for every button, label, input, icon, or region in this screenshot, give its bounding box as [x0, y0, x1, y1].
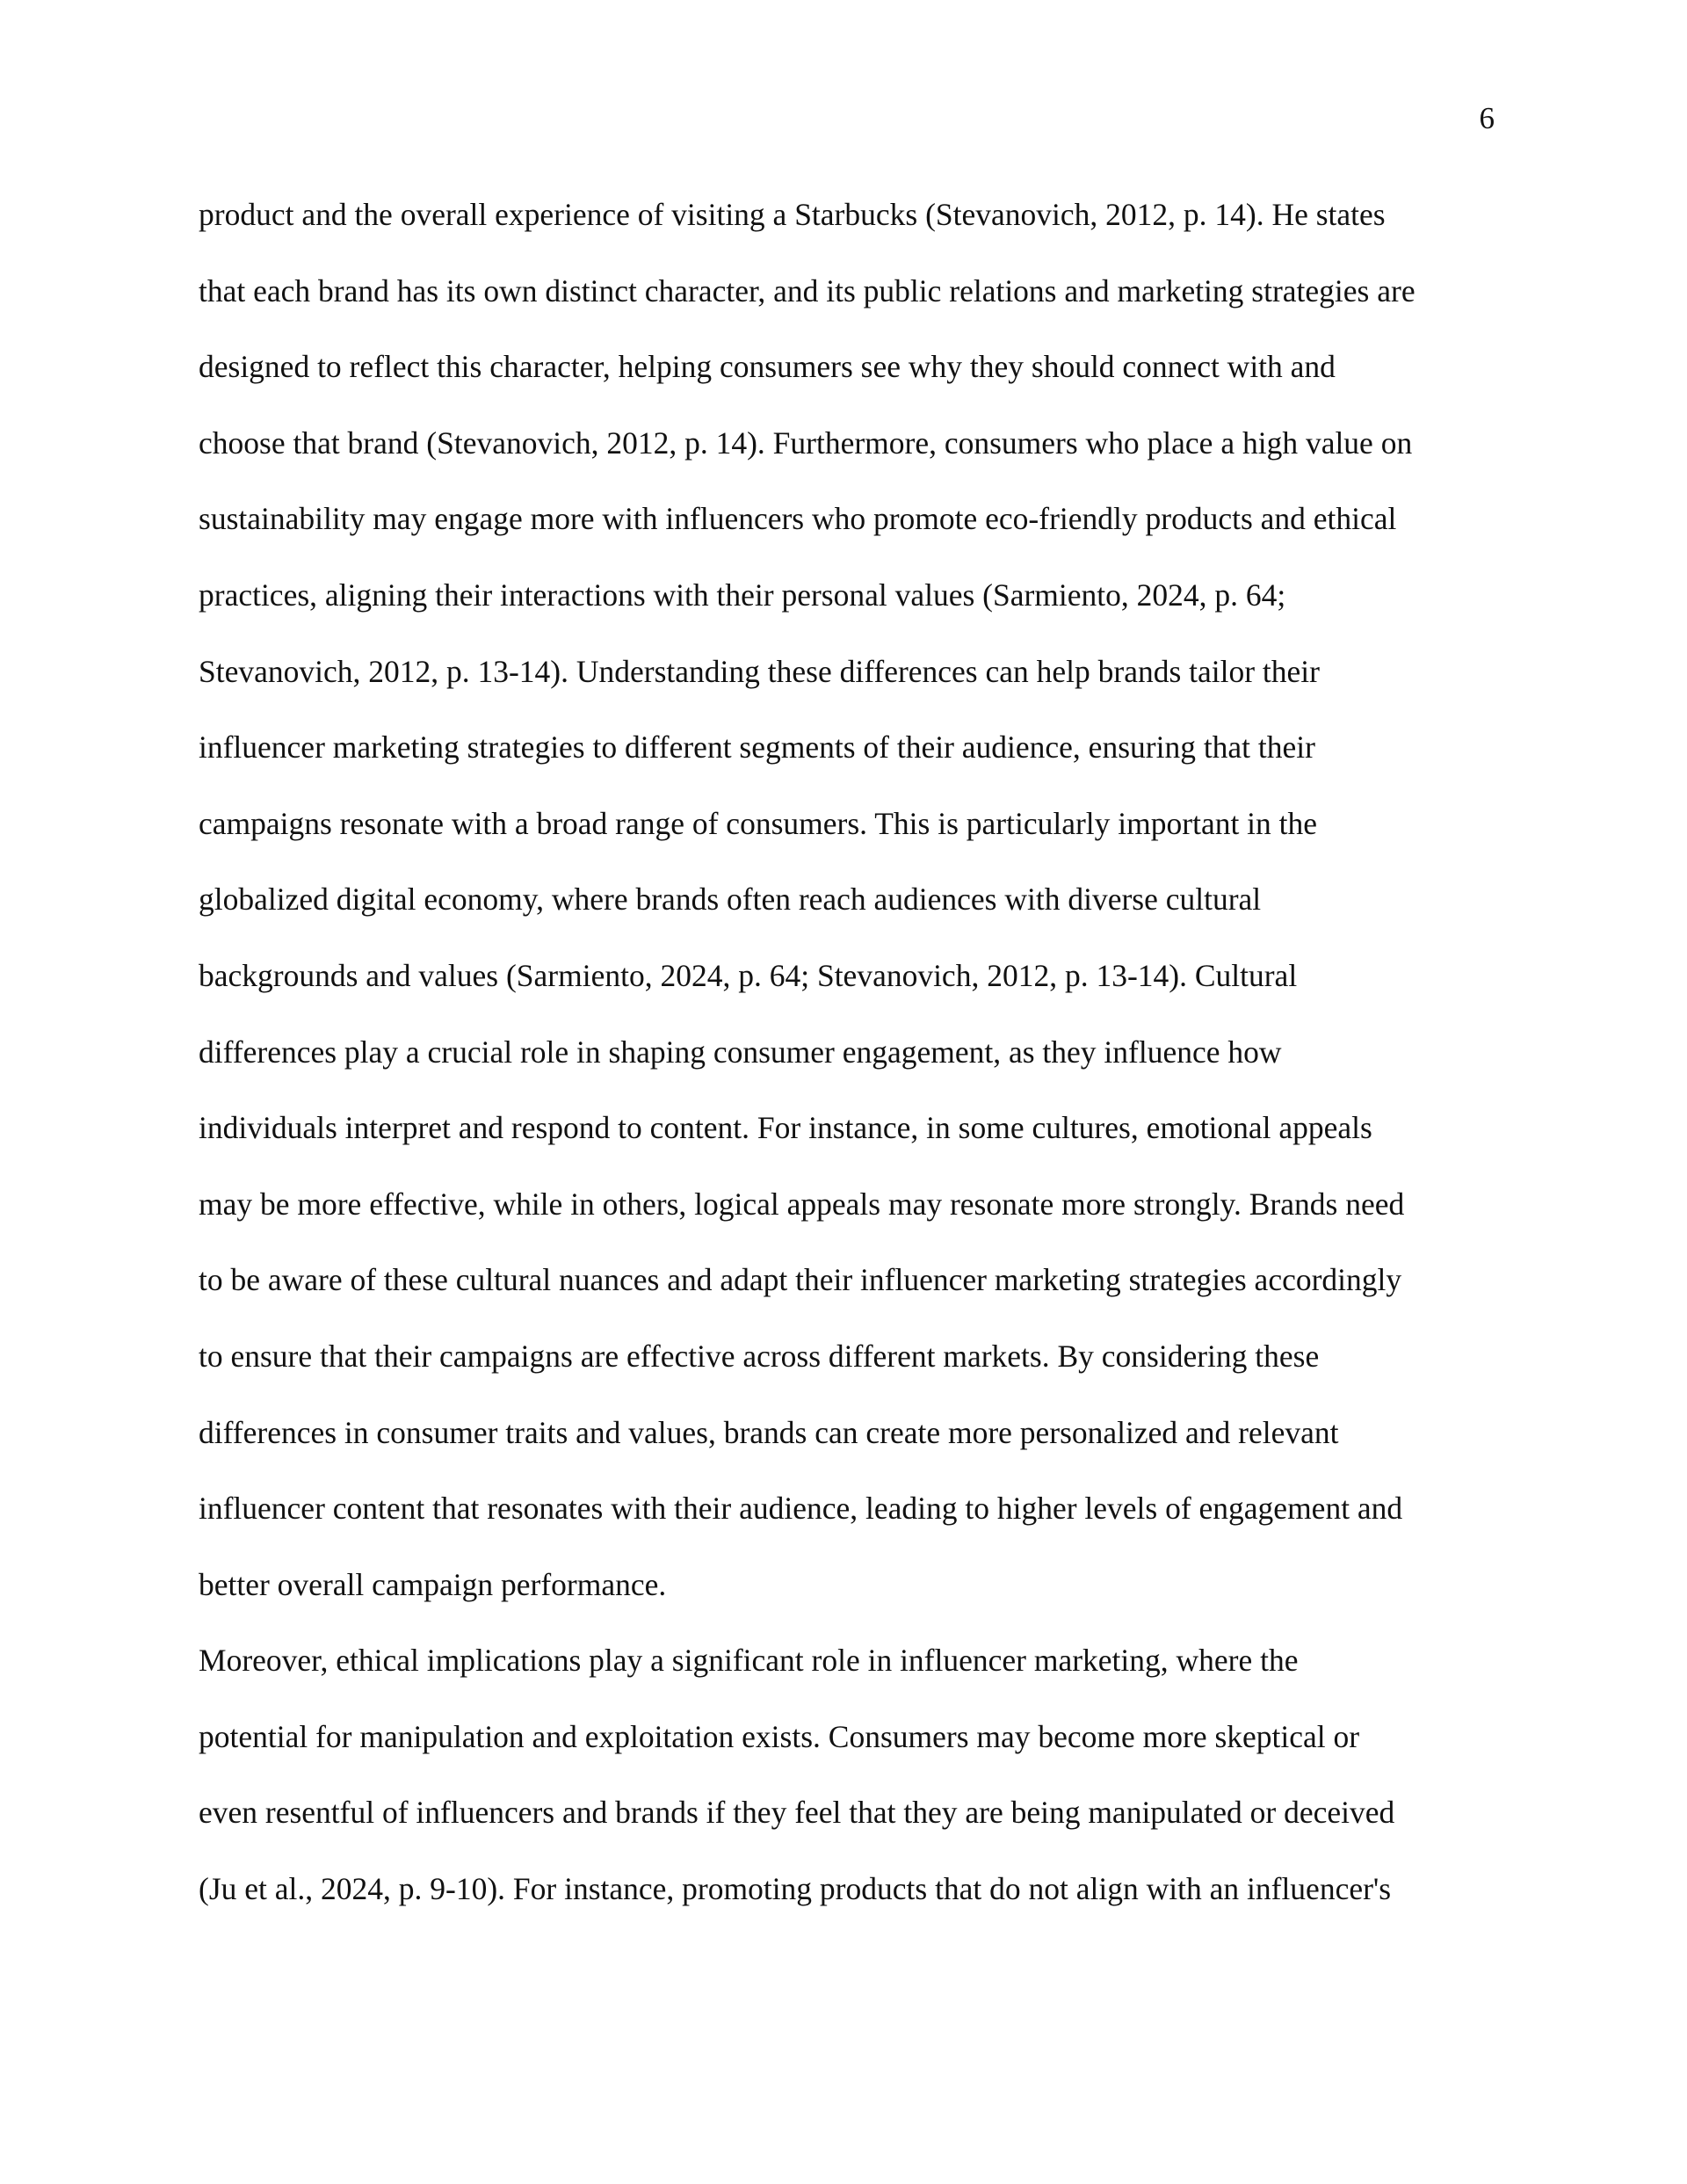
text-line: better overall campaign performance. — [199, 1566, 667, 1602]
text-line: globalized digital economy, where brands often reach audiences with diverse cultural — [199, 882, 1262, 918]
text-line: to ensure that their campaigns are effective across different markets. By considering these — [199, 1338, 1320, 1374]
text-line: may be more effective, while in others, logical appeals may resonate more strongly. Brands need — [199, 1186, 1405, 1222]
body-text — [199, 194, 1499, 1945]
text-line: influencer content that resonates with their audience, leading to higher levels of engagement and — [199, 1491, 1403, 1527]
text-line: (Ju et al., 2024, p. 9-10). For instance, promoting products that do not align with an influencer's — [199, 1871, 1392, 1907]
text-line: backgrounds and values (Sarmiento, 2024, p. 64; Stevanovich, 2012, p. 13-14). Cultural — [199, 957, 1298, 993]
text-line: choose that brand (Stevanovich, 2012, p. 14). Furthermore, consumers who place a high value on — [199, 424, 1413, 461]
text-line: that each brand has its own distinct character, and its public relations and marketing strategies are — [199, 272, 1415, 308]
text-line: potential for manipulation and exploitation exists. Consumers may become more skeptical or — [199, 1718, 1360, 1754]
page-number: 6 — [1479, 101, 1495, 135]
text-line: sustainability may engage more with influencers who promote eco-friendly products and ethical — [199, 501, 1397, 537]
text-line: differences in consumer traits and values, brands can create more personalized and relevant — [199, 1414, 1339, 1450]
text-line: individuals interpret and respond to content. For instance, in some cultures, emotional appeals — [199, 1110, 1372, 1146]
text-line: product and the overall experience of visiting a Starbucks (Stevanovich, 2012, p. 14). He states — [199, 197, 1386, 232]
text-line: differences play a crucial role in shaping consumer engagement, as they influence how — [199, 1034, 1282, 1070]
text-line: campaigns resonate with a broad range of consumers. This is particularly important in the — [199, 805, 1318, 841]
text-line: designed to reflect this character, helping consumers see why they should connect with and — [199, 349, 1336, 385]
text-line: practices, aligning their interactions with their personal values (Sarmiento, 2024, p. 64; — [199, 577, 1286, 613]
text-line: Moreover, ethical implications play a significant role in influencer marketing, where the — [199, 1643, 1299, 1679]
text-line: influencer marketing strategies to different segments of their audience, ensuring that their — [199, 729, 1315, 765]
text-line: to be aware of these cultural nuances and adapt their influencer marketing strategies accordingly — [199, 1262, 1402, 1298]
text-line: Stevanovich, 2012, p. 13-14). Understanding these differences can help brands tailor their — [199, 653, 1320, 689]
text-line: even resentful of influencers and brands if they feel that they are being manipulated or deceived — [199, 1795, 1395, 1831]
